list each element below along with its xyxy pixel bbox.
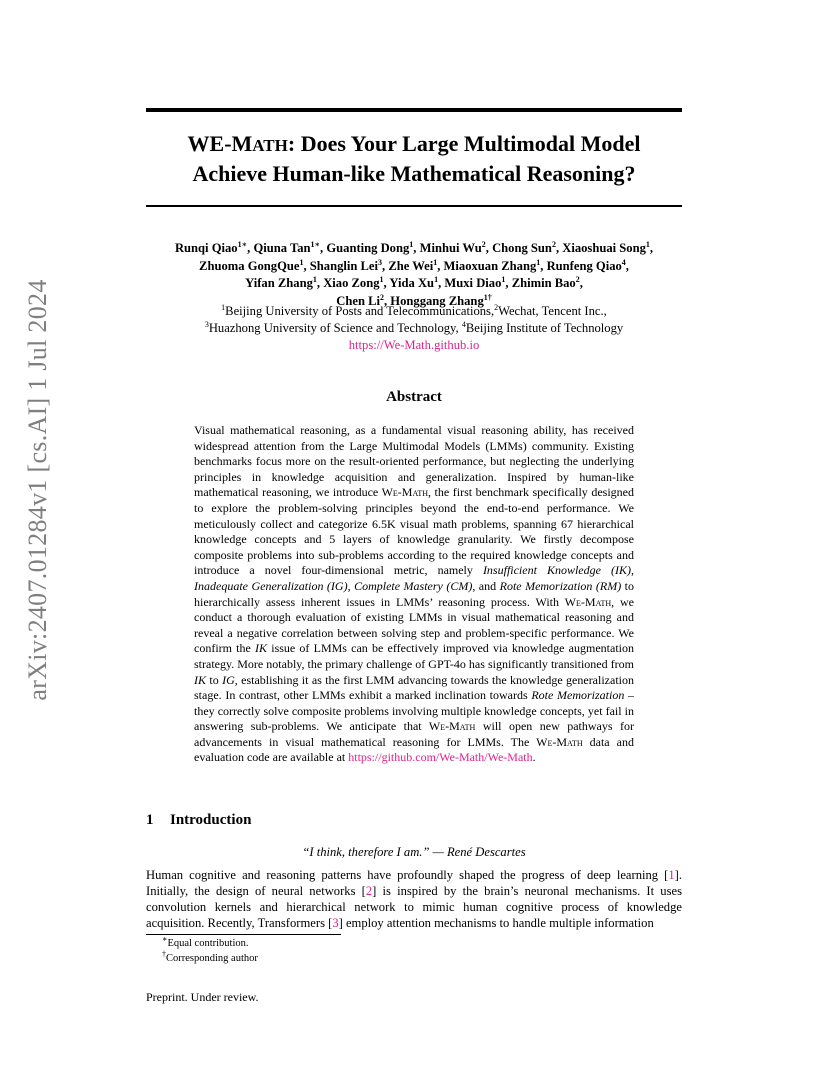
wemath-name: We-Math bbox=[536, 734, 583, 749]
author: Miaoxuan Zhang$^1$ bbox=[443, 257, 541, 273]
author: Guanting Dong$^1$ bbox=[326, 239, 414, 255]
epigraph-quote: “I think, therefore I am.” — René Descartes bbox=[302, 845, 526, 859]
affiliations bbox=[146, 303, 682, 354]
author: Zhimin Bao$^2$ bbox=[511, 274, 580, 290]
author: Zhe Wei$^1$ bbox=[388, 257, 438, 273]
author: Minhui Wu$^2$ bbox=[419, 239, 486, 255]
section-heading-introduction: 1 Introduction bbox=[146, 812, 252, 828]
author: Runqi Qiao$^{1∗}$ bbox=[174, 239, 248, 255]
abstract-paragraph: Visual mathematical reasoning, as a fundamental visual reasoning ability, has received widespread attention from the Large Multimodal Models (LMMs) community. Existing benchmarks focus more on the result-oriented performance, but neglecting the underlying principles in knowledge acquisition and generalization. Inspired by human-like mathematical reasoning, we introduce We-Math, the first benchmark specifically designed to explore the problem-solving principles beyond the end-to-end performance. We meticulously collect and categorize 6.5K visual math problems, spanning 67 hierarchical knowledge concepts and 5 layers of knowledge granularity. We firstly decompose composite problems into sub-problems according to the required knowledge concepts and introduce a novel four-dimensional metric, namely Insufficient Knowledge (IK), Inadequate Generalization (IG), Complete Mastery (CM), and Rote Memorization (RM) to hierarchically assess inherent issues in LMMs’ reasoning process. With We-Math, we conduct a thorough evaluation of existing LMMs in visual mathematical reasoning and reveal a negative correlation between solving step and problem-specific performance. We confirm the IK issue of LMMs can be effectively improved via knowledge augmentation strategy. More notably, the primary challenge of GPT-4o has significantly transitioned from IK to IG, establishing it as the first LMM advancing towards the knowledge generalization stage. In contrast, other LMMs exhibit a marked inclination towards Rote Memorization – they correctly solve composite problems involving multiple knowledge concepts, yet fail in answering sub-problems. We anticipate that We-Math will open new pathways for advancements in visual mathematical reasoning for LMMs. The We-Math data and evaluation code are available at https://github.com/We-Math/We-Math. bbox=[194, 423, 635, 765]
project-url-link[interactable]: https://We-Math.github.io bbox=[348, 338, 480, 352]
introduction-paragraph: Human cognitive and reasoning patterns have profoundly shaped the progress of deep learning [1]. Initially, the design of neural networks [2] is inspired by the brain’s neuronal mechanisms. It uses convolution kernels and hierarchical network to mimic human cognitive process of knowledge acquisition. Recently, Transformers [3] employ attention mechanisms to handle multiple information bbox=[146, 868, 682, 930]
preprint-notice: Preprint. Under review. bbox=[146, 990, 259, 1004]
author: Zhuoma GongQue$^1$ bbox=[199, 257, 304, 273]
author-line-2: Zhuoma GongQue$^1$, Shanglin Lei$^3$, Zhe Wei$^1$, Miaoxuan Zhang$^1$, Runfeng Qiao$^4$, bbox=[199, 257, 629, 273]
introduction-body bbox=[146, 867, 682, 931]
author: Xiaoshuai Song$^1$ bbox=[562, 239, 650, 255]
citation-link[interactable]: 3 bbox=[332, 916, 339, 930]
arxiv-sidebar bbox=[20, 279, 56, 701]
wemath-name: We-Math bbox=[381, 485, 429, 500]
author-line-1: Runqi Qiao$^{1∗}$, Qiuna Tan$^{1∗}$, Guanting Dong$^1$, Minhui Wu$^2$, Chong Sun$^2$, Xiaoshuai Song$^1$, bbox=[174, 239, 654, 255]
footnote-rule bbox=[146, 934, 341, 935]
abstract-body bbox=[194, 423, 634, 766]
author: Honggang Zhang$^{1\dagger}$ bbox=[390, 292, 492, 308]
arxiv-identifier: arXiv:2407.01284v1 [cs.AI] 1 Jul 2024 bbox=[23, 279, 52, 701]
citation-link[interactable]: 1 bbox=[668, 868, 675, 882]
footnotes bbox=[162, 936, 258, 966]
title-bottom-rule bbox=[146, 205, 682, 207]
title-top-rule bbox=[146, 108, 682, 112]
footnote: †Corresponding author bbox=[162, 949, 258, 964]
author: Runfeng Qiao$^4$ bbox=[546, 257, 626, 273]
author: Shanglin Lei$^3$ bbox=[309, 257, 383, 273]
author: Xiao Zong$^1$ bbox=[323, 274, 384, 290]
author-line-3: Yifan Zhang$^1$, Xiao Zong$^1$, Yida Xu$^1$, Muxi Diao$^1$, Zhimin Bao$^2$, bbox=[245, 274, 583, 290]
title-line-1: WE-MATH: Does Your Large Multimodal Model bbox=[187, 131, 641, 156]
author-list bbox=[146, 240, 682, 310]
author: Chen Li$^2$ bbox=[336, 292, 384, 308]
paper-title bbox=[146, 130, 682, 188]
wemath-name: We-Math bbox=[564, 594, 612, 609]
author: Yida Xu$^1$ bbox=[389, 274, 439, 290]
title-line-2: Achieve Human-like Mathematical Reasoning? bbox=[192, 161, 636, 186]
affiliation-line-2: $^3$Huazhong University of Science and Technology, $^4$Beijing Institute of Technology bbox=[204, 319, 624, 335]
abstract-heading: Abstract bbox=[386, 389, 442, 405]
author: Muxi Diao$^1$ bbox=[444, 274, 506, 290]
author-line-4: Chen Li$^2$, Honggang Zhang$^{1\dagger}$ bbox=[336, 292, 492, 308]
affiliation-line-1: $^1$Beijing University of Posts and Telecommunications,$^2$Wechat, Tencent Inc., bbox=[221, 302, 607, 318]
footnote: ∗Equal contribution. bbox=[162, 934, 249, 949]
author: Chong Sun$^2$ bbox=[492, 239, 556, 255]
wemath-name: We-Math bbox=[428, 719, 476, 734]
citation-link[interactable]: 2 bbox=[365, 884, 373, 898]
code-url-link[interactable]: https://github.com/We-Math/We-Math bbox=[348, 750, 533, 765]
author: Yifan Zhang$^1$ bbox=[245, 274, 317, 290]
author: Qiuna Tan$^{1∗}$ bbox=[253, 239, 321, 255]
title-name: WE-MATH bbox=[187, 131, 288, 156]
